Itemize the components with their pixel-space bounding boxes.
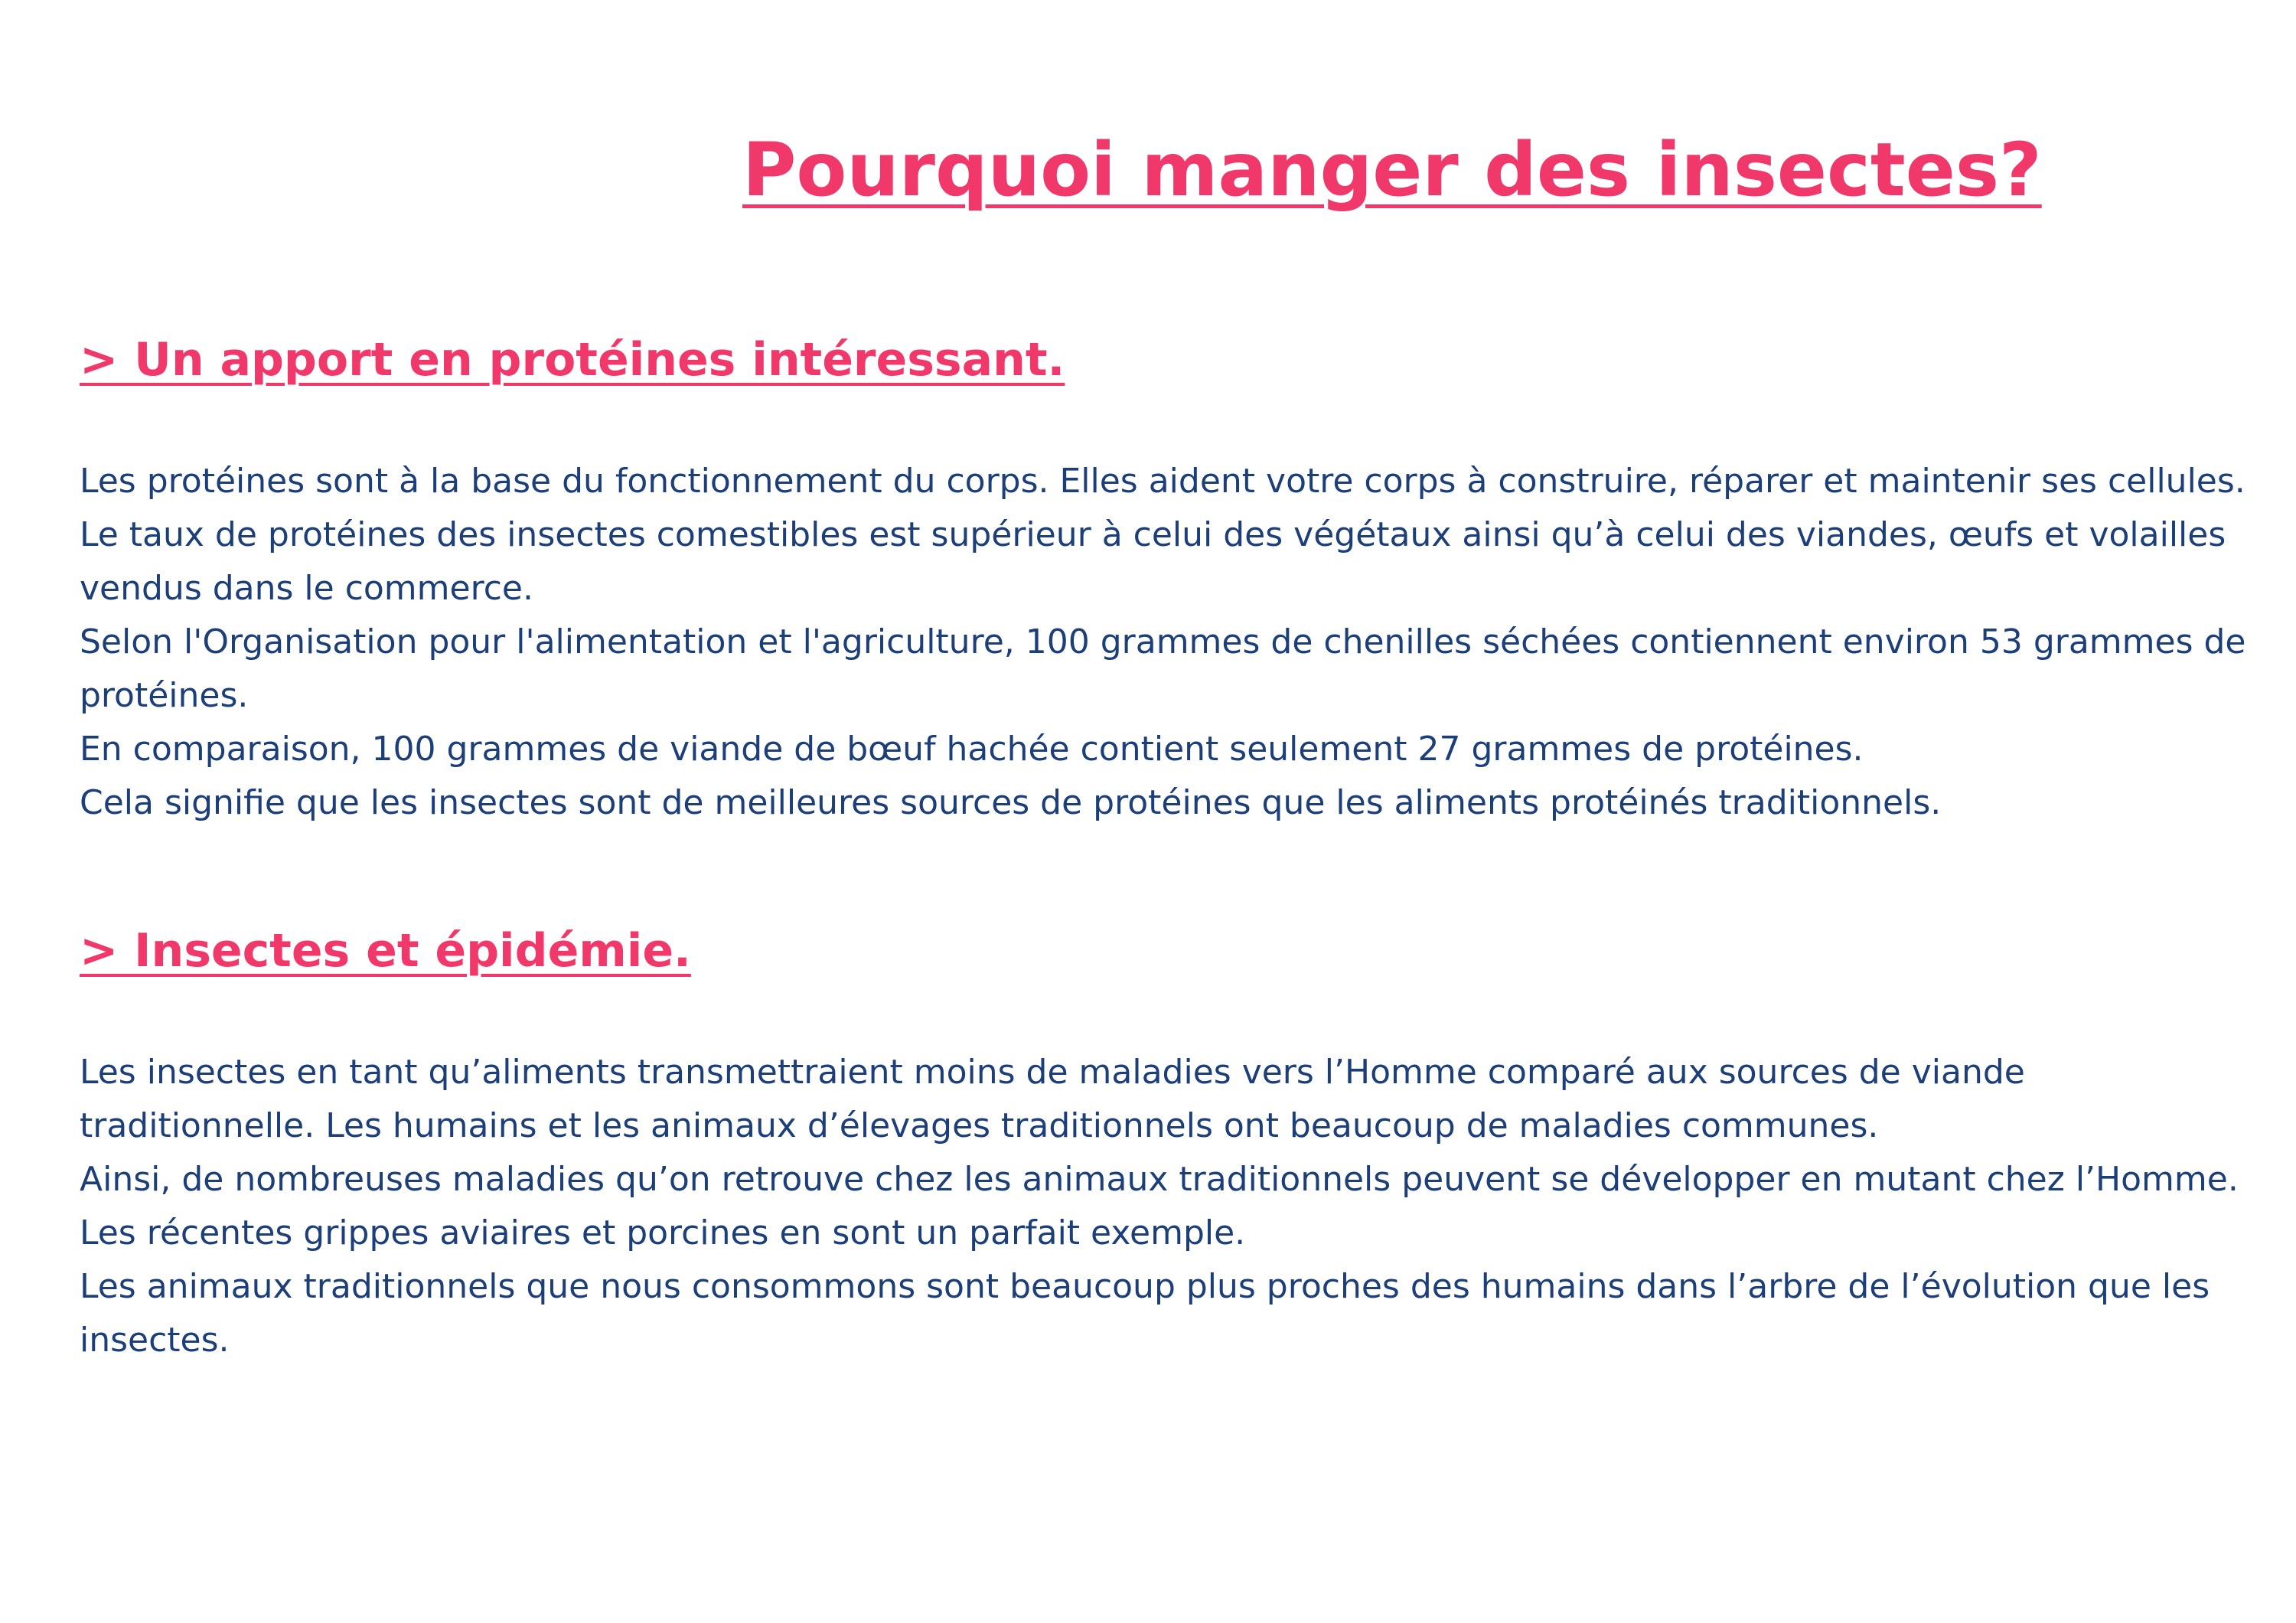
- paragraph: Les récentes grippes aviaires et porcines en sont un parfait exemple.: [80, 1213, 1246, 1252]
- page-title-text: Pourquoi manger des insectes?: [742, 127, 2042, 213]
- paragraph: Cela signifie que les insectes sont de meilleures sources de protéines que les aliments protéinés traditionnels.: [80, 783, 1942, 822]
- paragraph: Les insectes en tant qu’aliments transmettraient moins de maladies vers l’Homme comparé aux sources de viande traditionnelle. Les humains et les animaux d’élevages traditionnels ont beaucoup de maladies communes.: [80, 1053, 2025, 1145]
- paragraph: En comparaison, 100 grammes de viande de bœuf hachée contient seulement 27 grammes de protéines.: [80, 730, 1864, 769]
- paragraph: Les animaux traditionnels que nous consommons sont beaucoup plus proches des humains dans l’arbre de l’évolution que les insectes.: [80, 1267, 2210, 1360]
- page-title: [0, 122, 2296, 217]
- paragraph: Les protéines sont à la base du fonctionnement du corps. Elles aident votre corps à construire, réparer et maintenir ses cellules.: [80, 462, 2245, 501]
- section-heading-epidemic-text: > Insectes et épidémie.: [80, 924, 691, 978]
- section-body-proteins: [80, 455, 2261, 830]
- section-heading-epidemic: [80, 920, 691, 981]
- paragraph: Le taux de protéines des insectes comestibles est supérieur à celui des végétaux ainsi qu’à celui des viandes, œufs et volailles vendus dans le commerce.: [80, 515, 2226, 608]
- paragraph: Ainsi, de nombreuses maladies qu’on retrouve chez les animaux traditionnels peuvent se développer en mutant chez l’Homme.: [80, 1160, 2239, 1199]
- section-heading-proteins-text: > Un apport en protéines intéressant.: [80, 333, 1065, 387]
- paragraph: Selon l'Organisation pour l'alimentation et l'agriculture, 100 grammes de chenilles séchées contiennent environ 53 grammes de protéines.: [80, 622, 2246, 715]
- section-body-epidemic: [80, 1046, 2261, 1367]
- section-heading-proteins: [80, 329, 1065, 390]
